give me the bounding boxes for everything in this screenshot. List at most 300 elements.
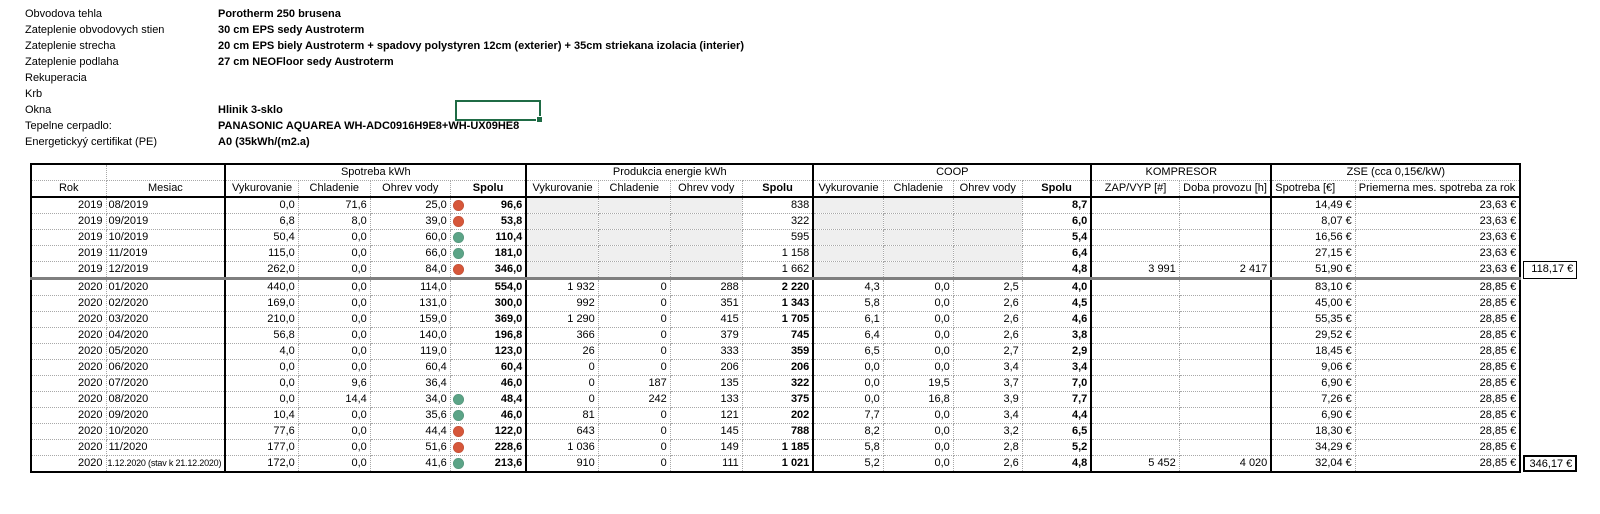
cell[interactable] xyxy=(1091,230,1179,246)
cell[interactable] xyxy=(1179,392,1271,408)
cell[interactable] xyxy=(813,246,883,262)
cell[interactable]: 0,0 xyxy=(883,424,953,440)
cell[interactable] xyxy=(670,214,742,230)
cell[interactable]: 29,52 € xyxy=(1271,328,1355,344)
cell[interactable]: 2,6 xyxy=(953,296,1022,312)
cell[interactable] xyxy=(883,262,953,279)
cell[interactable]: 35,6 xyxy=(370,408,450,424)
cell[interactable]: 2,8 xyxy=(953,440,1022,456)
cell[interactable] xyxy=(953,262,1022,279)
cell-spolu[interactable]: 322 xyxy=(742,214,813,230)
cell[interactable]: 28,85 € xyxy=(1355,344,1520,360)
cell-spolu[interactable]: 3,8 xyxy=(1022,328,1091,344)
cell[interactable] xyxy=(1179,296,1271,312)
cell[interactable]: 2,6 xyxy=(953,456,1022,473)
cell-spolu[interactable]: 359 xyxy=(742,344,813,360)
cell[interactable]: 2,7 xyxy=(953,344,1022,360)
cell[interactable]: 0,0 xyxy=(883,456,953,473)
cell[interactable]: 28,85 € xyxy=(1355,312,1520,328)
cell[interactable]: 119,0 xyxy=(370,344,450,360)
cell[interactable]: 366 xyxy=(526,328,598,344)
cell-spolu[interactable]: 60,4 xyxy=(450,360,526,376)
cell[interactable]: 0,0 xyxy=(298,296,370,312)
selected-cell[interactable] xyxy=(455,100,541,121)
cell[interactable]: 18,45 € xyxy=(1271,344,1355,360)
cell[interactable]: 131,0 xyxy=(370,296,450,312)
cell[interactable]: 0 xyxy=(598,344,670,360)
cell[interactable]: 28,85 € xyxy=(1355,392,1520,408)
cell[interactable]: 8,2 xyxy=(813,424,883,440)
cell[interactable]: 23,63 € xyxy=(1355,230,1520,246)
cell[interactable]: 23,63 € xyxy=(1355,214,1520,230)
cell[interactable] xyxy=(526,246,598,262)
info-value[interactable]: Porotherm 250 brusena xyxy=(218,8,341,20)
cell[interactable] xyxy=(1179,214,1271,230)
cell-spolu[interactable]: 6,5 xyxy=(1022,424,1091,440)
cell[interactable]: 0,0 xyxy=(883,360,953,376)
cell-mesiac[interactable]: 10/2019 xyxy=(106,230,225,246)
cell[interactable]: 0 xyxy=(526,392,598,408)
cell[interactable] xyxy=(953,214,1022,230)
cell[interactable]: 9,6 xyxy=(298,376,370,392)
cell[interactable] xyxy=(598,230,670,246)
cell-mesiac[interactable]: 03/2020 xyxy=(106,312,225,328)
cell[interactable]: 60,4 xyxy=(370,360,450,376)
cell-spolu[interactable]: 48,4 xyxy=(450,392,526,408)
info-value[interactable]: Hlinik 3-sklo xyxy=(218,104,283,116)
cell-rok[interactable]: 2020 xyxy=(31,279,106,296)
info-label[interactable]: Krb xyxy=(25,88,43,100)
cell[interactable]: 18,30 € xyxy=(1271,424,1355,440)
cell-spolu[interactable]: 322 xyxy=(742,376,813,392)
cell-spolu[interactable]: 4,8 xyxy=(1022,456,1091,473)
cell-spolu[interactable]: 7,7 xyxy=(1022,392,1091,408)
cell[interactable] xyxy=(598,262,670,279)
cell-rok[interactable]: 2020 xyxy=(31,312,106,328)
cell[interactable]: 66,0 xyxy=(370,246,450,262)
cell[interactable]: 51,90 € xyxy=(1271,262,1355,279)
cell-spolu[interactable]: 1 185 xyxy=(742,440,813,456)
cell-mesiac[interactable]: 09/2019 xyxy=(106,214,225,230)
cell-mesiac[interactable]: 08/2020 xyxy=(106,392,225,408)
cell-spolu[interactable]: 202 xyxy=(742,408,813,424)
cell[interactable]: 0,0 xyxy=(298,408,370,424)
cell-spolu[interactable]: 554,0 xyxy=(450,279,526,296)
cell[interactable]: 3 991 xyxy=(1091,262,1179,279)
cell[interactable]: 2,5 xyxy=(953,279,1022,296)
cell-spolu[interactable]: 6,4 xyxy=(1022,246,1091,262)
cell[interactable]: 4,0 xyxy=(225,344,298,360)
cell-mesiac[interactable]: 02/2020 xyxy=(106,296,225,312)
cell[interactable]: 187 xyxy=(598,376,670,392)
cell[interactable] xyxy=(526,214,598,230)
cell[interactable] xyxy=(1179,408,1271,424)
cell-mesiac[interactable]: 09/2020 xyxy=(106,408,225,424)
cell-rok[interactable]: 2020 xyxy=(31,376,106,392)
cell[interactable]: 28,85 € xyxy=(1355,440,1520,456)
cell[interactable]: 0,0 xyxy=(883,440,953,456)
cell[interactable]: 34,29 € xyxy=(1271,440,1355,456)
cell-spolu[interactable]: 53,8 xyxy=(450,214,526,230)
cell[interactable]: 84,0 xyxy=(370,262,450,279)
cell-mesiac[interactable]: 01/2020 xyxy=(106,279,225,296)
cell[interactable]: 149 xyxy=(670,440,742,456)
cell[interactable]: 19,5 xyxy=(883,376,953,392)
info-label[interactable]: Energetickyý certifikat (PE) xyxy=(25,136,158,148)
cell[interactable]: 39,0 xyxy=(370,214,450,230)
cell[interactable]: 56,8 xyxy=(225,328,298,344)
cell-rok[interactable]: 2019 xyxy=(31,262,106,279)
cell[interactable]: 0 xyxy=(598,279,670,296)
cell[interactable] xyxy=(598,214,670,230)
cell[interactable]: 6,8 xyxy=(225,214,298,230)
cell-rok[interactable]: 2020 xyxy=(31,328,106,344)
cell[interactable]: 10,4 xyxy=(225,408,298,424)
cell-spolu[interactable]: 181,0 xyxy=(450,246,526,262)
cell-mesiac[interactable]: 12/2019 xyxy=(106,262,225,279)
cell-rok[interactable]: 2019 xyxy=(31,246,106,262)
cell[interactable]: 4 020 xyxy=(1179,456,1271,473)
cell-rok[interactable]: 2019 xyxy=(31,197,106,214)
cell[interactable] xyxy=(1179,376,1271,392)
cell[interactable]: 0,0 xyxy=(883,296,953,312)
cell-spolu[interactable]: 595 xyxy=(742,230,813,246)
cell[interactable]: 2,6 xyxy=(953,312,1022,328)
info-label[interactable]: Obvodova tehla xyxy=(25,8,103,20)
info-value[interactable]: 30 cm EPS sedy Austroterm xyxy=(218,24,365,36)
cell[interactable]: 28,85 € xyxy=(1355,408,1520,424)
cell-mesiac[interactable]: 07/2020 xyxy=(106,376,225,392)
cell[interactable] xyxy=(526,197,598,214)
cell[interactable]: 25,0 xyxy=(370,197,450,214)
cell[interactable]: 0,0 xyxy=(298,230,370,246)
cell-mesiac[interactable]: 08/2019 xyxy=(106,197,225,214)
info-value[interactable]: 20 cm EPS biely Austroterm + spadovy polystyren 12cm (exterier) + 35cm striekana izolacia (interier) xyxy=(218,40,744,52)
cell[interactable] xyxy=(953,246,1022,262)
cell[interactable]: 2 417 xyxy=(1179,262,1271,279)
cell[interactable] xyxy=(1091,296,1179,312)
cell[interactable]: 3,9 xyxy=(953,392,1022,408)
cell[interactable]: 23,63 € xyxy=(1355,197,1520,214)
cell[interactable]: 0 xyxy=(598,296,670,312)
cell[interactable]: 440,0 xyxy=(225,279,298,296)
cell[interactable]: 14,4 xyxy=(298,392,370,408)
cell-spolu[interactable]: 196,8 xyxy=(450,328,526,344)
cell-spolu[interactable]: 96,6 xyxy=(450,197,526,214)
cell[interactable]: 23,63 € xyxy=(1355,262,1520,279)
cell[interactable]: 288 xyxy=(670,279,742,296)
cell-mesiac[interactable]: 11/2020 xyxy=(106,440,225,456)
cell[interactable]: 0 xyxy=(526,376,598,392)
cell[interactable] xyxy=(813,214,883,230)
cell-mesiac[interactable]: 04/2020 xyxy=(106,328,225,344)
cell-spolu[interactable]: 346,0 xyxy=(450,262,526,279)
cell[interactable] xyxy=(953,197,1022,214)
cell[interactable]: 45,00 € xyxy=(1271,296,1355,312)
cell[interactable]: 34,0 xyxy=(370,392,450,408)
info-value[interactable]: 27 cm NEOFloor sedy Austroterm xyxy=(218,56,394,68)
cell[interactable]: 51,6 xyxy=(370,440,450,456)
cell[interactable]: 14,49 € xyxy=(1271,197,1355,214)
cell[interactable] xyxy=(1091,392,1179,408)
cell[interactable]: 8,07 € xyxy=(1271,214,1355,230)
cell[interactable]: 0,0 xyxy=(298,424,370,440)
cell[interactable] xyxy=(813,197,883,214)
cell[interactable]: 121 xyxy=(670,408,742,424)
cell[interactable] xyxy=(1091,408,1179,424)
cell[interactable] xyxy=(1091,376,1179,392)
cell[interactable]: 9,06 € xyxy=(1271,360,1355,376)
cell[interactable]: 5,8 xyxy=(813,440,883,456)
cell[interactable]: 1 290 xyxy=(526,312,598,328)
cell[interactable]: 0 xyxy=(598,328,670,344)
cell[interactable]: 81 xyxy=(526,408,598,424)
cell[interactable]: 0,0 xyxy=(883,344,953,360)
cell[interactable] xyxy=(1091,344,1179,360)
cell[interactable]: 28,85 € xyxy=(1355,376,1520,392)
cell[interactable] xyxy=(883,246,953,262)
cell-spolu[interactable]: 4,8 xyxy=(1022,262,1091,279)
cell[interactable] xyxy=(1091,279,1179,296)
cell[interactable] xyxy=(670,246,742,262)
cell[interactable]: 28,85 € xyxy=(1355,328,1520,344)
cell[interactable]: 0 xyxy=(598,424,670,440)
cell-spolu[interactable]: 46,0 xyxy=(450,408,526,424)
cell[interactable] xyxy=(1179,424,1271,440)
info-label[interactable]: Zateplenie podlaha xyxy=(25,56,119,68)
cell[interactable]: 0,0 xyxy=(298,312,370,328)
cell[interactable]: 44,4 xyxy=(370,424,450,440)
cell[interactable]: 159,0 xyxy=(370,312,450,328)
cell-spolu[interactable]: 1 705 xyxy=(742,312,813,328)
cell[interactable]: 28,85 € xyxy=(1355,279,1520,296)
cell[interactable]: 55,35 € xyxy=(1271,312,1355,328)
cell[interactable] xyxy=(1091,246,1179,262)
cell-mesiac[interactable]: 10/2020 xyxy=(106,424,225,440)
cell[interactable] xyxy=(1179,440,1271,456)
cell[interactable] xyxy=(1179,197,1271,214)
cell-spolu[interactable]: 2 220 xyxy=(742,279,813,296)
cell[interactable] xyxy=(1179,328,1271,344)
cell[interactable]: 16,56 € xyxy=(1271,230,1355,246)
cell[interactable] xyxy=(526,262,598,279)
cell[interactable] xyxy=(883,230,953,246)
cell-spolu[interactable]: 213,6 xyxy=(450,456,526,473)
cell-mesiac[interactable]: 11/2019 xyxy=(106,246,225,262)
cell[interactable] xyxy=(813,262,883,279)
cell[interactable]: 0,0 xyxy=(883,408,953,424)
cell[interactable]: 3,2 xyxy=(953,424,1022,440)
cell[interactable]: 26 xyxy=(526,344,598,360)
cell-spolu[interactable]: 7,0 xyxy=(1022,376,1091,392)
cell-rok[interactable]: 2020 xyxy=(31,344,106,360)
cell[interactable]: 415 xyxy=(670,312,742,328)
cell[interactable] xyxy=(1179,230,1271,246)
cell[interactable]: 5 452 xyxy=(1091,456,1179,473)
cell[interactable]: 1 932 xyxy=(526,279,598,296)
cell-spolu[interactable]: 1 662 xyxy=(742,262,813,279)
cell[interactable]: 0,0 xyxy=(298,262,370,279)
cell-spolu[interactable]: 46,0 xyxy=(450,376,526,392)
cell[interactable] xyxy=(1091,197,1179,214)
cell-spolu[interactable]: 300,0 xyxy=(450,296,526,312)
cell[interactable]: 6,1 xyxy=(813,312,883,328)
cell[interactable]: 206 xyxy=(670,360,742,376)
cell[interactable]: 16,8 xyxy=(883,392,953,408)
cell[interactable]: 32,04 € xyxy=(1271,456,1355,473)
cell-spolu[interactable]: 788 xyxy=(742,424,813,440)
cell[interactable]: 177,0 xyxy=(225,440,298,456)
cell[interactable]: 242 xyxy=(598,392,670,408)
cell-spolu[interactable]: 4,4 xyxy=(1022,408,1091,424)
rocna-spotreba-cell[interactable]: 118,17 € xyxy=(1523,261,1577,279)
cell[interactable]: 0 xyxy=(598,440,670,456)
cell-rok[interactable]: 2019 xyxy=(31,214,106,230)
cell[interactable] xyxy=(1091,360,1179,376)
info-label[interactable]: Zateplenie strecha xyxy=(25,40,116,52)
cell[interactable]: 1 036 xyxy=(526,440,598,456)
cell[interactable]: 6,90 € xyxy=(1271,376,1355,392)
cell-spolu[interactable]: 1 158 xyxy=(742,246,813,262)
cell[interactable]: 28,85 € xyxy=(1355,456,1520,473)
cell-spolu[interactable]: 3,4 xyxy=(1022,360,1091,376)
cell-mesiac[interactable]: 1.12.2020 (stav k 21.12.2020) xyxy=(106,456,225,473)
cell[interactable]: 0,0 xyxy=(813,360,883,376)
cell[interactable]: 0 xyxy=(598,456,670,473)
cell-spolu[interactable]: 228,6 xyxy=(450,440,526,456)
cell[interactable]: 0,0 xyxy=(298,246,370,262)
cell[interactable] xyxy=(1091,312,1179,328)
cell[interactable]: 0,0 xyxy=(298,360,370,376)
cell[interactable]: 0,0 xyxy=(225,376,298,392)
cell-spolu[interactable]: 1 343 xyxy=(742,296,813,312)
cell[interactable]: 643 xyxy=(526,424,598,440)
cell[interactable]: 23,63 € xyxy=(1355,246,1520,262)
cell[interactable]: 6,90 € xyxy=(1271,408,1355,424)
info-label[interactable]: Zateplenie obvodovych stien xyxy=(25,24,165,36)
cell[interactable]: 28,85 € xyxy=(1355,424,1520,440)
cell[interactable]: 0,0 xyxy=(225,392,298,408)
cell[interactable] xyxy=(670,230,742,246)
cell[interactable] xyxy=(598,246,670,262)
cell[interactable]: 0 xyxy=(598,408,670,424)
cell[interactable] xyxy=(883,214,953,230)
cell[interactable]: 4,3 xyxy=(813,279,883,296)
cell[interactable] xyxy=(813,230,883,246)
cell[interactable]: 0,0 xyxy=(225,360,298,376)
cell[interactable]: 0,0 xyxy=(298,456,370,473)
cell[interactable]: 6,4 xyxy=(813,328,883,344)
cell-spolu[interactable]: 745 xyxy=(742,328,813,344)
cell-spolu[interactable]: 123,0 xyxy=(450,344,526,360)
cell[interactable]: 0 xyxy=(598,360,670,376)
info-label[interactable]: Rekuperacia xyxy=(25,72,87,84)
cell[interactable]: 0,0 xyxy=(298,344,370,360)
cell[interactable]: 0,0 xyxy=(813,392,883,408)
cell[interactable] xyxy=(1179,360,1271,376)
cell[interactable]: 5,8 xyxy=(813,296,883,312)
cell[interactable] xyxy=(1179,312,1271,328)
cell-rok[interactable]: 2020 xyxy=(31,440,106,456)
cell[interactable]: 28,85 € xyxy=(1355,296,1520,312)
cell-mesiac[interactable]: 06/2020 xyxy=(106,360,225,376)
cell-mesiac[interactable]: 05/2020 xyxy=(106,344,225,360)
cell[interactable]: 0 xyxy=(598,312,670,328)
cell-spolu[interactable]: 4,6 xyxy=(1022,312,1091,328)
cell[interactable]: 83,10 € xyxy=(1271,279,1355,296)
info-value[interactable]: PANASONIC AQUAREA WH-ADC0916H9E8+WH-UX09HE8 xyxy=(218,120,520,132)
cell[interactable] xyxy=(1179,344,1271,360)
cell[interactable]: 2,6 xyxy=(953,328,1022,344)
cell-spolu[interactable]: 122,0 xyxy=(450,424,526,440)
cell[interactable] xyxy=(1091,328,1179,344)
cell[interactable]: 135 xyxy=(670,376,742,392)
cell[interactable]: 0,0 xyxy=(225,197,298,214)
cell[interactable]: 0,0 xyxy=(813,376,883,392)
cell[interactable]: 0,0 xyxy=(883,279,953,296)
cell[interactable]: 210,0 xyxy=(225,312,298,328)
cell[interactable]: 5,2 xyxy=(813,456,883,473)
cell-spolu[interactable]: 110,4 xyxy=(450,230,526,246)
cell[interactable] xyxy=(953,230,1022,246)
cell[interactable]: 111 xyxy=(670,456,742,473)
cell[interactable] xyxy=(670,197,742,214)
cell-rok[interactable]: 2020 xyxy=(31,392,106,408)
cell[interactable]: 36,4 xyxy=(370,376,450,392)
cell[interactable]: 992 xyxy=(526,296,598,312)
cell[interactable]: 3,4 xyxy=(953,360,1022,376)
cell[interactable] xyxy=(1091,424,1179,440)
cell[interactable]: 8,0 xyxy=(298,214,370,230)
cell[interactable]: 0,0 xyxy=(298,440,370,456)
cell[interactable]: 333 xyxy=(670,344,742,360)
cell-spolu[interactable]: 1 021 xyxy=(742,456,813,473)
rocna-spotreba-cell[interactable]: 346,17 € xyxy=(1523,455,1577,473)
cell-spolu[interactable]: 5,4 xyxy=(1022,230,1091,246)
cell[interactable] xyxy=(883,197,953,214)
cell-rok[interactable]: 2020 xyxy=(31,360,106,376)
cell[interactable] xyxy=(670,262,742,279)
cell[interactable]: 0,0 xyxy=(883,328,953,344)
cell-spolu[interactable]: 2,9 xyxy=(1022,344,1091,360)
cell[interactable]: 114,0 xyxy=(370,279,450,296)
info-label[interactable]: Tepelne cerpadlo: xyxy=(25,120,112,132)
cell-spolu[interactable]: 8,7 xyxy=(1022,197,1091,214)
cell[interactable]: 145 xyxy=(670,424,742,440)
cell[interactable]: 169,0 xyxy=(225,296,298,312)
cell[interactable]: 0,0 xyxy=(298,328,370,344)
cell-spolu[interactable]: 6,0 xyxy=(1022,214,1091,230)
cell[interactable]: 0 xyxy=(526,360,598,376)
cell[interactable]: 28,85 € xyxy=(1355,360,1520,376)
cell-rok[interactable]: 2020 xyxy=(31,408,106,424)
cell-spolu[interactable]: 375 xyxy=(742,392,813,408)
cell[interactable]: 6,5 xyxy=(813,344,883,360)
cell[interactable] xyxy=(1179,246,1271,262)
cell[interactable]: 0,0 xyxy=(298,279,370,296)
cell[interactable]: 3,4 xyxy=(953,408,1022,424)
cell[interactable]: 7,26 € xyxy=(1271,392,1355,408)
cell[interactable]: 27,15 € xyxy=(1271,246,1355,262)
info-label[interactable]: Okna xyxy=(25,104,52,116)
cell-spolu[interactable]: 5,2 xyxy=(1022,440,1091,456)
cell[interactable]: 910 xyxy=(526,456,598,473)
cell[interactable]: 0,0 xyxy=(883,312,953,328)
cell[interactable]: 262,0 xyxy=(225,262,298,279)
cell[interactable]: 50,4 xyxy=(225,230,298,246)
cell-rok[interactable]: 2020 xyxy=(31,296,106,312)
fill-handle[interactable] xyxy=(536,116,543,123)
